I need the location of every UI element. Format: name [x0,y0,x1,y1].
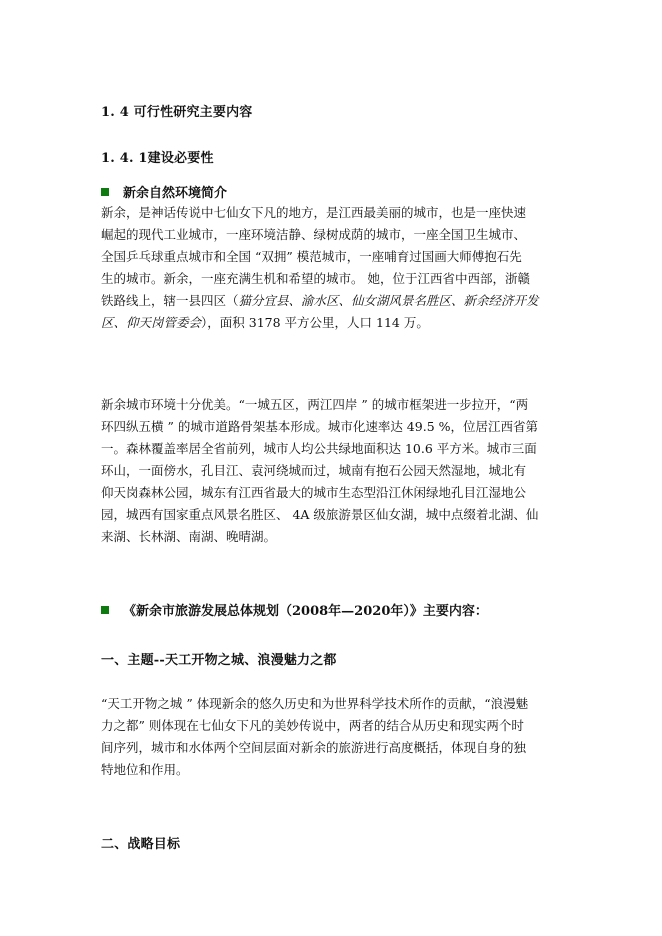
bullet-heading-tourism-plan [101,600,488,619]
paragraph-line: 环四纵五横 ” 的城市道路骨架基本形成。城市化速率达 49.5 %，位居江西省第 [101,419,538,434]
bullet-heading-natural-environment [101,182,227,201]
paragraph-line: 新余，是神话传说中七仙女下凡的地方，是江西最美丽的城市，也是一座快速 [101,205,527,220]
paragraph-line: 园，城西有国家重点风景名胜区、 4A 级旅游景区仙女湖，城中点缀着北湖、仙 [101,507,539,522]
paragraph-line: 来湖、长林湖、南湖、晚晴湖。 [101,529,277,544]
line-text: 铁路线上，辖一县四区（ [101,293,239,308]
bullet-heading-text: 新余自然环境简介 [123,186,228,201]
paragraph-line: 新余城市环境十分优美。“一城五区，两江四岸 ” 的城市框架进一步拉开，“两 [101,397,529,412]
heading-theme: 一、主题--天工开物之城、浪漫魅力之都 [101,653,337,668]
line-text: ），面积 3178 平方公里，人口 114 万。 [201,315,429,330]
italic-district-list: 区、仰天岗管委会 [101,315,202,330]
paragraph-line: 一。森林覆盖率居全省前列，城市人均公共绿地面积达 10.6 平方米。城市三面 [101,441,537,456]
bullet-heading-text: 《新余市旅游发展总体规划（2008年—2020年）》主要内容： [123,604,488,619]
paragraph-natural-environment [101,202,571,334]
paragraph-theme [101,693,571,781]
paragraph-line: 全国乒乓球重点城市和全国 “双拥” 模范城市，一座哺育过国画大师傅抱石先 [101,249,522,264]
paragraph-line: 仰天岗森林公园，城东有江西省最大的城市生态型沿江休闲绿地孔目江湿地公 [101,485,527,500]
paragraph-line: 生的城市。新余，一座充满生机和希望的城市。 她，位于江西省中西部，浙赣 [101,271,530,286]
paragraph-line: 间序列，城市和水体两个空间层面对新余的旅游进行高度概括，体现自身的独 [101,740,527,755]
paragraph-line: 崛起的现代工业城市，一座环境洁静、绿树成荫的城市，一座全国卫生城市、 [101,227,527,242]
paragraph-line [101,290,571,312]
paragraph-line: 特地位和作用。 [101,762,189,777]
heading-strategic-goals: 二、战略目标 [101,837,181,852]
paragraph-line: “天工开物之城 ” 体现新余的悠久历史和为世界科学技术所作的贡献，“浪漫魅 [101,696,529,711]
section-heading-1-4: 1. 4 可行性研究主要内容 [101,105,253,120]
paragraph-line: 环山，一面傍水，孔目江、袁河绕城而过，城南有抱石公园天然湿地，城北有 [101,463,527,478]
paragraph-line: 力之都” 则体现在七仙女下凡的美妙传说中，两者的结合从历史和现实两个时 [101,718,524,733]
paragraph-line [101,312,571,334]
paragraph-city-environment [101,394,571,548]
italic-district-list: 猫分宜县、渝水区、仙女湖风景名胜区、新余经济开发 [238,293,539,308]
section-heading-1-4-1: 1. 4. 1建设必要性 [101,151,214,166]
green-square-bullet-icon [101,188,109,196]
green-square-bullet-icon [101,606,109,614]
